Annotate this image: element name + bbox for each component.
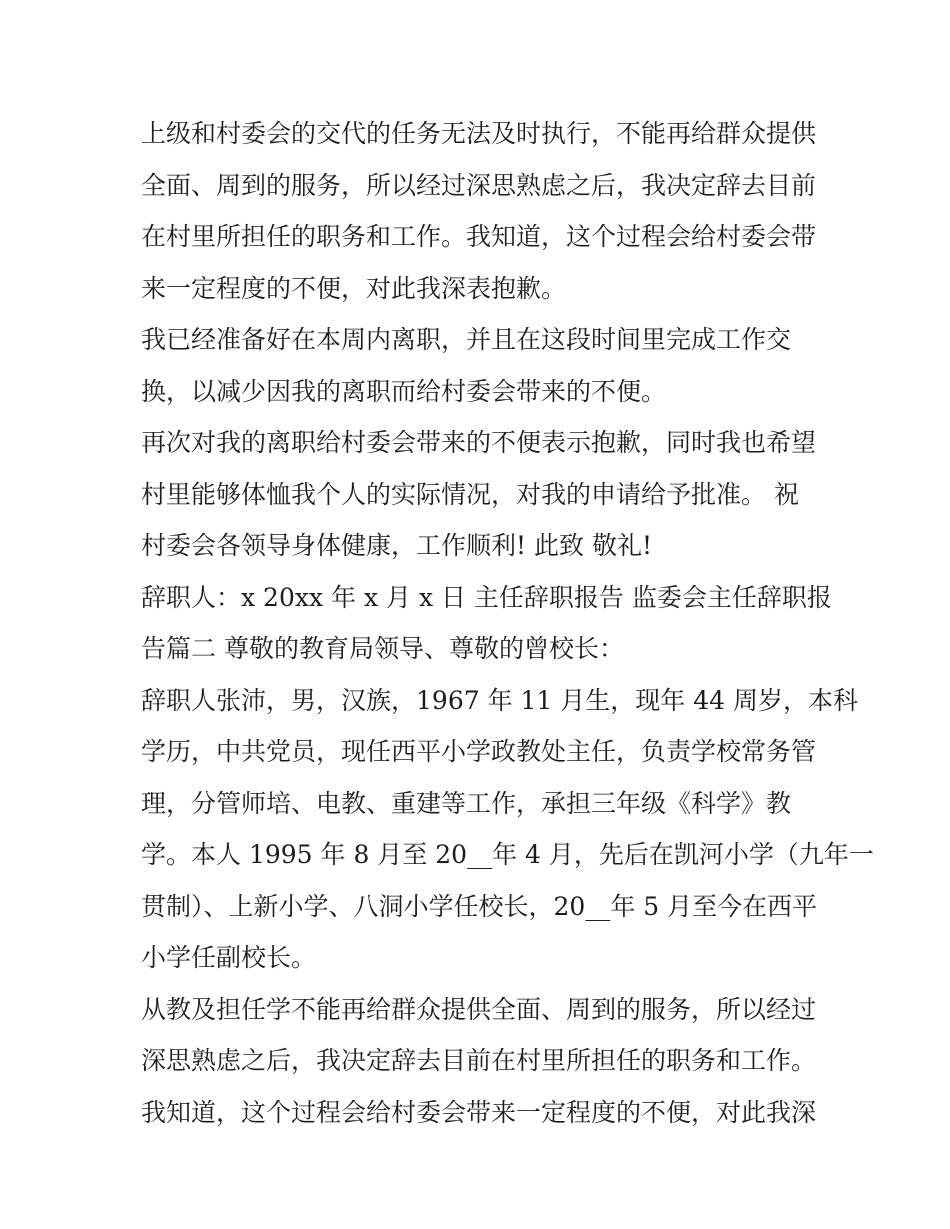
text-line: 全面、周到的服务，所以经过深思熟虑之后，我决定辞去目前	[141, 170, 817, 200]
text-line: 小学任副校长。	[141, 943, 317, 972]
text-line: 换，以减少因我的离职而给村委会带来的不便。	[141, 376, 667, 406]
text-line: 辞职人：x 20xx 年 x 月 x 日 主任辞职报告 监委会主任辞职报	[141, 582, 832, 612]
text-line: 我已经准备好在本周内离职，并且在这段时间里完成工作交	[141, 325, 792, 354]
text-line: 来一定程度的不便，对此我深表抱歉。	[141, 273, 567, 303]
text-line: 再次对我的离职给村委会带来的不便表示抱歉，同时我也希望	[141, 428, 817, 457]
text-line: 从教及担任学不能再给群众提供全面、周到的服务，所以经过	[141, 994, 817, 1024]
text-line: 辞职人张沛，男，汉族，1967 年 11 月生，现年 44 周岁，本科	[141, 685, 858, 715]
text-line: 村委会各领导身体健康，工作顺利! 此致 敬礼!	[141, 531, 652, 560]
text-line: 告篇二 尊敬的教育局领导、尊敬的曾校长：	[141, 634, 624, 663]
text-line: 在村里所担任的职务和工作。我知道，这个过程会给村委会带	[141, 222, 817, 251]
text-line: 理，分管师培、电教、重建等工作，承担三年级《科学》教	[141, 788, 792, 818]
text-line: 贯制）、上新小学、八洞小学任校长，20__年 5 月至今在西平	[141, 891, 818, 921]
document-body	[141, 108, 874, 1138]
text-line: 我知道，这个过程会给村委会带来一定程度的不便，对此我深	[141, 1097, 817, 1127]
text-line: 深思熟虑之后，我决定辞去目前在村里所担任的职务和工作。	[141, 1046, 817, 1075]
text-line: 学。本人 1995 年 8 月至 20__年 4 月，先后在凯河小学（九年一	[141, 840, 874, 869]
text-line: 上级和村委会的交代的任务无法及时执行，不能再给群众提供	[141, 119, 817, 148]
text-line: 村里能够体恤我个人的实际情况，对我的申请给予批准。 祝	[141, 479, 799, 509]
text-line: 学历，中共党员，现任西平小学政教处主任，负责学校常务管	[141, 737, 817, 766]
